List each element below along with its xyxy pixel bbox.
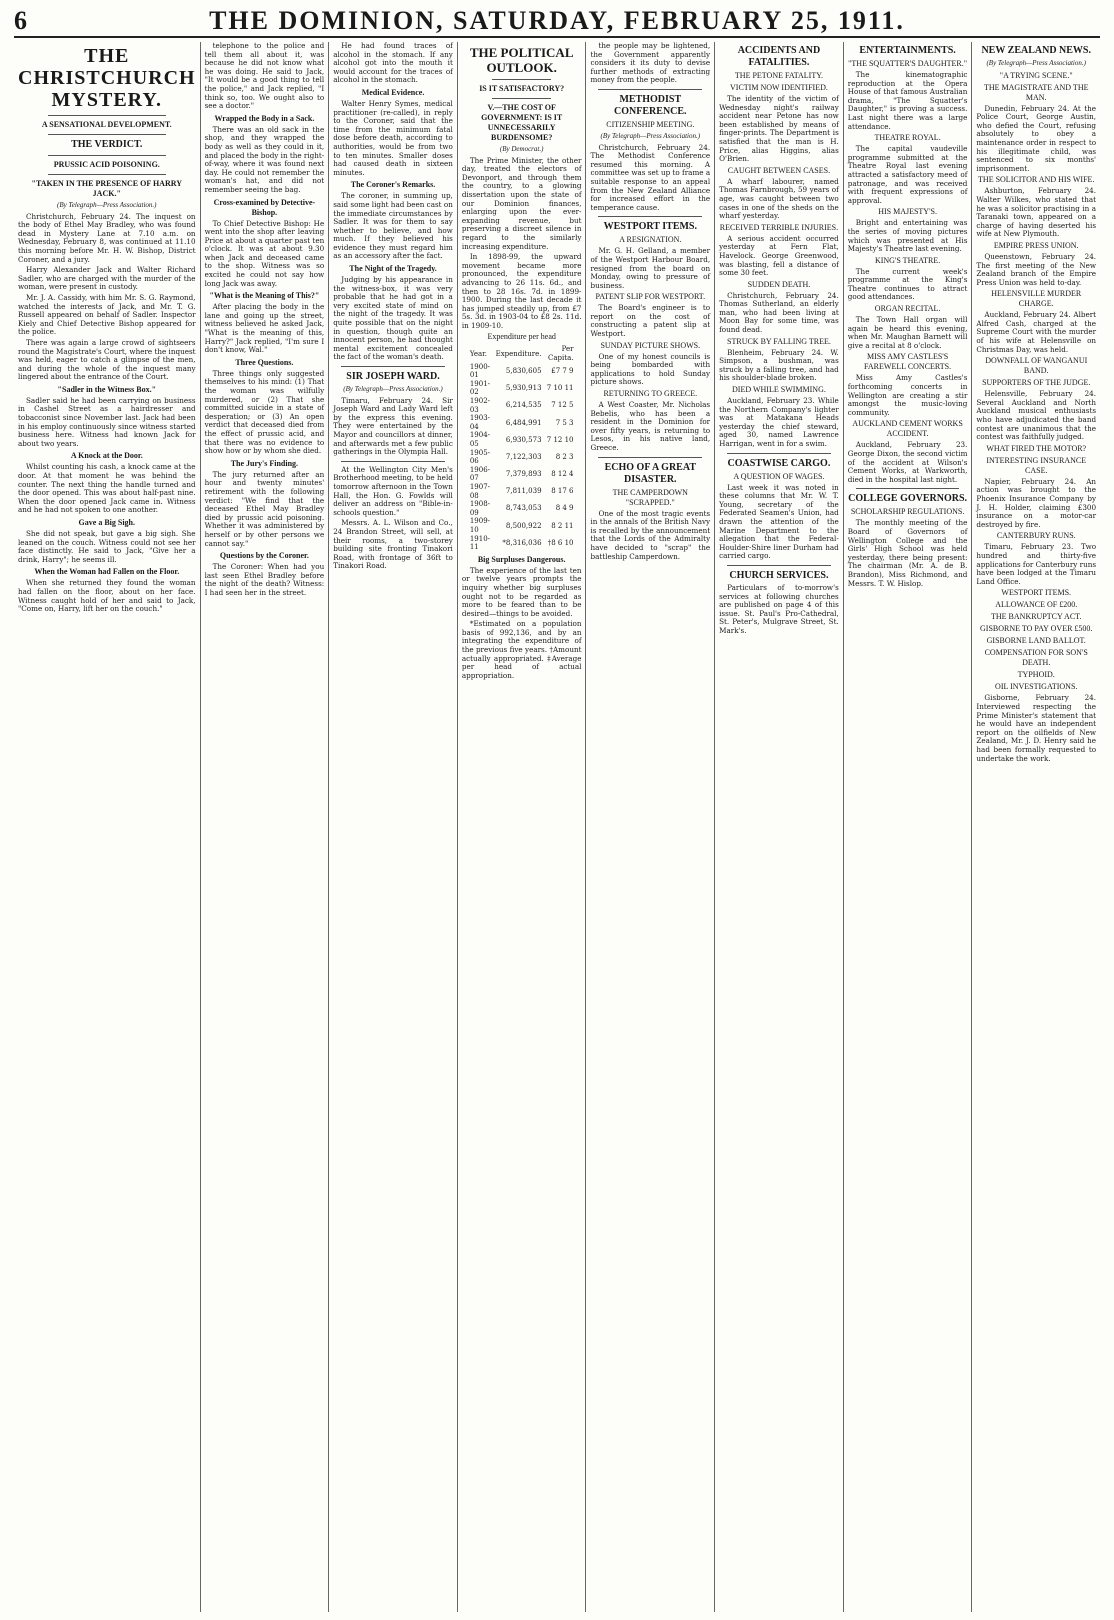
- paragraph: The experience of the last ten or twelve years prompts the inquiry whether big surpluses ought not to be regarded as more to be feared than to be desired—things to be avoided.: [461, 565, 582, 618]
- paragraph: The capital vaudeville programme submitted at the Theatre Royal last evening attracted a satisfactory meed of patronage, and was received with frequent expressions of approval.: [847, 144, 968, 205]
- subheading: Questions by the Coroner.: [219, 551, 309, 561]
- table-cell: 7 12 5: [551, 401, 574, 410]
- table-cell: 6,214,535: [505, 401, 542, 410]
- subheading: Cross-examined by Detective-Bishop.: [213, 197, 316, 217]
- paragraph: After placing the body in the lane and going up the street, witness believed he asked Jack, "What is the meaning of this, Harry?" Jack replied, "I'm sure I don't know, Wal.": [204, 302, 325, 355]
- subheading: ALLOWANCE OF £200.: [995, 600, 1078, 610]
- paragraph: One of my honest councils is being bombarded with applications to hold Sunday picture shows.: [590, 351, 711, 387]
- table-cell: 1907-08: [469, 482, 491, 500]
- column-6: [715, 42, 844, 1612]
- paragraph: Judging by his appearance in the witness-box, it was very probable that he had got in a very excited state of mind on the night of the tragedy. It was quite possible that on the night in question, though quite an innocent person, he had thought mental excitement concealed the fact of the woman's death.: [333, 275, 453, 362]
- paragraph: At the Wellington City Men's Brotherhood meeting, to be held tomorrow afternoon in the Town Hall, the Hon. G. Fowlds will deliver an address on "Bible-in-schools question.": [333, 464, 453, 517]
- page-number: 6: [14, 6, 27, 35]
- table-header: Expenditure.: [495, 349, 542, 358]
- subheading: THE BANKRUPTCY ACT.: [991, 612, 1082, 622]
- paragraph: Christchurch, February 24. The inquest on the body of Ethel May Bradley, who was found dead in Mystery Lane at 7.10 a.m. on Wednesday, February 8, was continued at 11.10 this morning before Mr. H. W. Bishop, District Coroner, and a jury.: [18, 211, 196, 264]
- paragraph: The coroner, in summing up, said some light had been cast on the immediate circumstances by Sadler. It was for them to say whether to believe, and how much. If they believed his evidence they must regard him as an accessory after the fact.: [333, 191, 453, 261]
- subheading: A QUESTION OF WAGES.: [733, 471, 825, 481]
- subheading: "What is the Meaning of This?": [209, 291, 320, 301]
- paragraph: Gisborne, February 24. Interviewed respecting the Prime Minister's statement that he would have an independent report on the oilfields of New Zealand, Mr. J. D. Henry said he had been formally requested to undertake the work.: [976, 693, 1097, 763]
- paragraph: Last week it was noted in these columns that Mr. W. T. Young, secretary of the Federated Seamen's Union, had drawn the attention of the Marine Department to the allegation that the Federal-Houlder-Shire liner Durham had carried cargo.: [719, 482, 839, 561]
- deck: THE VERDICT.: [71, 139, 143, 150]
- table-cell: 1910-11: [469, 534, 491, 552]
- subheading: WESTPORT ITEMS.: [1001, 588, 1072, 598]
- divider: [856, 488, 960, 489]
- subheading: "A TRYING SCENE.": [999, 70, 1073, 80]
- paragraph: Three things only suggested themselves to his mind: (1) That the woman was wilfully murdered, or (2) That she committed suicide in a state of desperation; or (3) An open verdict that deceased died from the effect of prussic acid, and that there was no evidence to show how or by whom she died.: [204, 368, 325, 456]
- table-cell: 1900-01: [469, 362, 491, 380]
- newspaper-title: THE DOMINION, SATURDAY, FEBRUARY 25, 1911.: [209, 6, 905, 35]
- paragraph: Auckland, February 23. While the Northern Company's lighter was at Matakana Heads yesterday the chief steward, aged 30, named Lawrence Harrigan, went in for a swim.: [719, 396, 839, 448]
- paragraph: The Board's engineer is to report on the cost of constructing a patent slip at Westport.: [590, 303, 711, 339]
- paragraph: Napier, February 24. An action was brought to the Phoenix Insurance Company by J. H. Holder, claiming £300 insurance on a motor-car destroyed by fire.: [976, 476, 1097, 529]
- table-cell: 7,811,039: [505, 487, 542, 496]
- table-cell: 8,743,053: [505, 504, 542, 513]
- paragraph: the people may be lightened, the Government apparently considers it its duty to devise further methods of extracting money from the people.: [590, 41, 711, 85]
- masthead: [14, 2, 1100, 38]
- paragraph: There was again a large crowd of sightseers round the Magistrate's Court, where the inquest was held, eager to catch a glimpse of the men, and during the whole of the inquest many lingered about the entrance of the Court.: [18, 337, 196, 382]
- column-1: [14, 42, 201, 1612]
- table-cell: 1908-09: [469, 500, 491, 517]
- paragraph: She did not speak, but gave a big sigh. She leaned on the couch. Witness could not see her face distinctly. He said to Jack, "Give her a drink, Harry"; he seems ill.: [18, 529, 196, 564]
- paragraph: Auckland, February 24. Albert Alfred Cash, charged at the Supreme Court with the murder of his wife at Helensville on Christmas Day, was held.: [976, 310, 1097, 354]
- table-cell: 1906-07: [469, 465, 491, 483]
- paragraph: When she returned they found the woman had fallen on the floor, about on her face. Witness caught hold of her and said to Jack, "Come on, Harry, lift her on the couch.": [18, 578, 196, 614]
- subheading: SUDDEN DEATH.: [747, 279, 811, 289]
- credit-line: (By Telegraph—Press Association.): [986, 59, 1086, 67]
- paragraph: Harry Alexander Jack and Walter Richard Sadler, who are charged with the murder of the woman, were present in custody.: [18, 265, 196, 292]
- headline-church-services: CHURCH SERVICES.: [729, 569, 829, 581]
- subheading: Medical Evidence.: [361, 87, 425, 97]
- subheading: HIS MAJESTY'S.: [878, 207, 937, 217]
- subheading: "Sadler in the Witness Box.": [57, 384, 157, 394]
- table-cell: 8 2 11: [551, 521, 574, 530]
- paragraph: Mr. J. A. Cassidy, with him Mr. S. G. Raymond, watched the interests of Jack, and Mr. T. G. Russell appeared on behalf of Sadler. Inspector Kiely and Chief Detective Bishop appeared for the police.: [18, 292, 196, 337]
- credit-line: (By Telegraph—Press Association.): [343, 385, 443, 393]
- divider: [341, 366, 445, 367]
- subheading: RETURNING TO GREECE.: [603, 389, 698, 399]
- subheading: TYPHOID.: [1017, 670, 1055, 680]
- subheading: "THE SQUATTER'S DAUGHTER.": [848, 59, 968, 68]
- table-cell: 1904-05: [469, 431, 491, 448]
- headline-sir-joseph-ward: SIR JOSEPH WARD.: [346, 371, 440, 382]
- column-5: [586, 42, 715, 1612]
- paragraph: Miss Amy Castles's forthcoming concerts in Wellington are creating a stir amongst the music-loving community.: [847, 373, 968, 417]
- credit-line: (By Telegraph—Press Association.): [600, 131, 701, 140]
- headline-christchurch-mystery: THE CHRISTCHURCH MYSTERY.: [18, 45, 196, 111]
- table-cell: 8 17 6: [551, 487, 574, 496]
- paragraph: The Town Hall organ will again be heard this evening, when Mr. Maughan Barnett will give a recital at 8 o'clock.: [847, 315, 968, 350]
- subheading: Gave a Big Sigh.: [78, 518, 135, 527]
- subheading: DIED WHILE SWIMMING.: [732, 385, 826, 395]
- table-header: Per Capita.: [548, 345, 574, 363]
- subheading: COMPENSATION FOR SON'S DEATH.: [984, 648, 1088, 668]
- paragraph: Walter Henry Symes, medical practitioner (re-called), in reply to the Coroner, said that the time from the minimum fatal dose before death, according to authorities, would be from two to ten minutes. Smaller doses had caused death in sixteen minutes.: [333, 98, 453, 177]
- divider: [598, 457, 702, 458]
- headline-great-disaster: ECHO OF A GREAT DISASTER.: [604, 461, 696, 485]
- divider: [48, 134, 166, 135]
- table-cell: 8,500,922: [505, 521, 542, 530]
- paragraph: A wharf labourer, named Thomas Farnbrough, 59 years of age, was caught between two cases in one of the sheds on the wharf yesterday.: [719, 176, 839, 221]
- table-cell: 7 10 11: [546, 384, 574, 393]
- subheading: A Knock at the Door.: [70, 451, 143, 461]
- subheading: INTERESTING INSURANCE CASE.: [986, 455, 1087, 475]
- column-2: [201, 42, 330, 1612]
- subheading: THE CAMPERDOWN "SCRAPPED.": [612, 487, 688, 507]
- columns: [14, 42, 1100, 1612]
- divider: [598, 216, 702, 217]
- deck: A SENSATIONAL DEVELOPMENT.: [41, 120, 172, 129]
- subheading: DOWNFALL OF WANGANUI BAND.: [985, 356, 1088, 376]
- paragraph: The Prime Minister, the other day, treated the electors of Devonport, and through them the country, to a glowing dissertation upon the state of our Dominion finances, enlarging upon the ever-expanding revenue, but preserving a discreet silence in regard to the similarly increasing expenditure.: [461, 155, 582, 251]
- paragraph: Auckland, February 23. George Dixon, the second victim of the accident at Wilson's Cement Works, at Warkworth, died in the hospital last night.: [847, 440, 968, 484]
- paragraph: There was an old sack in the shop, and they wrapped the body as well as they could in it, and placed the body in the right-of-way, where it was found next day. He could not remember the woman's hat, and did not remember seeing the bag.: [204, 124, 325, 194]
- divider: [48, 174, 166, 175]
- table-cell: 1903-04: [469, 414, 491, 431]
- table-cell: 7,379,893: [505, 470, 542, 479]
- subheading: CAUGHT BETWEEN CASES.: [727, 165, 831, 175]
- divider: [48, 115, 166, 116]
- paragraph: Helensville, February 24. Several Auckland and North Auckland musical enthusiasts who have adjudicated the band contest are unanimous that the contest was faithfully judged.: [976, 389, 1097, 442]
- table-row: [468, 380, 576, 397]
- paragraph: telephone to the police and tell them all about it, was because he did not know what he was doing. He said to Jack, "It would be a good thing to tell the police," and Jack replied, "I think so, too. We ought also to see a doctor.": [204, 41, 325, 111]
- divider: [492, 79, 552, 80]
- paragraph: Queenstown, February 24. The first meeting of the New Zealand branch of the Empire Press Union was held to-day.: [976, 251, 1097, 287]
- paragraph: In 1898-99, the upward movement became more pronounced, the expenditure advancing to 26 11s. 6d., and then to 28 16s. 7d. in 1899-1900. During the last decade it has jumped steadily up, from £7 5s. 3d. in 1903-04 to £8 2s. 11d. in 1909-10.: [461, 252, 582, 330]
- subheading: GISBORNE TO PAY OVER £500.: [980, 624, 1093, 634]
- paragraph: To Chief Detective Bishop: He went into the shop after leaving Price at about a quarter past ten o'clock. It was at about 9.30 when Jack and deceased came to the shop. Witness was so excited he could not say how long Jack was away.: [204, 218, 325, 288]
- subheading: STRUCK BY FALLING TREE.: [727, 336, 831, 346]
- subheading: SUNDAY PICTURE SHOWS.: [600, 340, 701, 350]
- credit-line: (By Democrat.): [499, 145, 544, 153]
- paragraph: The identity of the victim of Wednesday night's railway accident near Petone has now been established by means of finger-prints. The Department is satisfied that the man is H. Price, alias Higgins, alias O'Brien.: [719, 94, 839, 164]
- subheading: The Coroner's Remarks.: [350, 180, 436, 190]
- subheading: SUPPORTERS OF THE JUDGE.: [982, 378, 1091, 388]
- paragraph: Mr. G. H. Gelland, a member of the Westport Harbour Board, resigned from the board on Monday, owing to pressure of business.: [590, 246, 711, 290]
- subheading: THE MAGISTRATE AND THE MAN.: [983, 82, 1089, 102]
- table-row: [468, 500, 576, 517]
- paragraph: Christchurch, February 24. The Methodist Conference resumed this morning. A committee was set up to frame a suitable response to an appeal from the New Zealand Alliance for increased effort in the temperance cause.: [590, 142, 711, 212]
- table-title: Expenditure per head: [487, 332, 556, 342]
- subheading: Big Surpluses Dangerous.: [477, 554, 566, 564]
- paragraph: One of the most tragic events in the annals of the British Navy is recalled by the announcement that the Lords of the Admiralty have decided to "scrap" the battleship Camperdown.: [590, 508, 711, 561]
- table-cell: 8 4 9: [555, 504, 574, 513]
- table-cell: 8 12 4: [551, 470, 574, 479]
- divider: [598, 89, 702, 90]
- subheading: ORGAN RECITAL.: [874, 304, 941, 314]
- subheading: CANTERBURY RUNS.: [996, 531, 1076, 541]
- paragraph: He had found traces of alcohol in the stomach. If any alcohol got into the mouth it would account for the traces of alcohol in the stomach.: [333, 41, 453, 85]
- paragraph: The kinematographic reproduction at the Opera House of that famous Australian drama, "The Squatter's Daughter," is proving a success. Last night there was a large attendance.: [847, 70, 968, 131]
- headline-coastwise-cargo: COASTWISE CARGO.: [727, 457, 831, 469]
- subheading: GISBORNE LAND BALLOT.: [986, 636, 1086, 646]
- subheading: A RESIGNATION.: [619, 235, 682, 245]
- subheading: SCHOLARSHIP REGULATIONS.: [850, 507, 965, 517]
- table-cell: 1905-06: [469, 448, 491, 466]
- paragraph: Timaru, February 24. Sir Joseph Ward and Lady Ward left by the express this evening. They were entertained by the Mayor and councillors at dinner, and afterwards met a few public gatherings in the Olympia Hall.: [333, 395, 453, 457]
- subheading: The Night of the Tragedy.: [349, 264, 437, 274]
- paragraph: Particulars of to-morrow's services at following churches are published on page 4 of this issue. St. Paul's Pro-Cathedral, St. Peter's, Mulgrave Street, St. Mark's.: [719, 582, 839, 635]
- table-cell: 5,830,605: [505, 366, 542, 375]
- divider: [727, 565, 831, 566]
- credit-line: (By Telegraph—Press Association.): [57, 201, 157, 209]
- expenditure-table: [468, 345, 576, 551]
- headline-westport-items: WESTPORT ITEMS.: [603, 221, 697, 233]
- paragraph: Whilst counting his cash, a knock came at the door. At that moment he was behind the counter. The next thing the handle turned and the door opened. This was about half-past nine. When the door opened Jack came in. Witness and he had not spoken to one another.: [18, 462, 196, 515]
- table-cell: †8 6 10: [547, 538, 574, 547]
- table-row: [468, 449, 576, 466]
- paragraph: A West Coaster, Mr. Nicholas Bebelis, who has been a resident in the Dominion for over fifty years, is returning to Lesos, in his native land, Greece.: [590, 400, 711, 452]
- table-cell: 7,122,303: [505, 452, 542, 461]
- paragraph: Timaru, February 23. Two hundred and thirty-five applications for Canterbury runs have been lodged at the Timaru Land Office.: [976, 542, 1097, 586]
- divider: [492, 98, 552, 99]
- headline-entertainments: ENTERTAINMENTS.: [859, 45, 956, 56]
- subheading: Three Questions.: [235, 357, 294, 367]
- table-cell: 1901-02: [469, 379, 491, 397]
- subheading: OIL INVESTIGATIONS.: [995, 682, 1078, 692]
- table-cell: 1909-10: [469, 517, 491, 534]
- table-row: [468, 431, 576, 448]
- table-row: [468, 363, 576, 380]
- table-row: [468, 535, 576, 552]
- headline-accidents: ACCIDENTS AND FATALITIES.: [737, 45, 821, 68]
- divider: [341, 461, 445, 462]
- column-7: [844, 42, 973, 1612]
- subheading: EMPIRE PRESS UNION.: [993, 240, 1079, 250]
- paragraph: The monthly meeting of the Board of Governors of Wellington College and the Girls' High School was held yesterday, there being present: The chairman (Mr. A. de B. Brandon), Miss Richmond, and Messrs. T. W. Hislop.: [847, 518, 968, 588]
- subheading: WHAT FIRED THE MOTOR?: [986, 443, 1087, 453]
- subheading: AUCKLAND CEMENT WORKS ACCIDENT.: [852, 419, 963, 439]
- column-8: [972, 42, 1100, 1612]
- paragraph: Bright and entertaining was the series of moving pictures which was presented at His Majesty's Theatre last evening.: [847, 218, 968, 254]
- table-cell: £7 7 9: [551, 366, 574, 375]
- table-cell: 6,484,991: [505, 418, 542, 427]
- paragraph: Ashburton, February 24. Walter Wilkes, who stated that he was a solicitor practising in a Taranaki town, appeared on a charge of having deserted his wife at New Plymouth.: [976, 186, 1097, 239]
- table-cell: 7 5 3: [555, 418, 574, 427]
- table-row: [468, 414, 576, 431]
- subheading: When the Woman had Fallen on the Floor.: [34, 567, 180, 577]
- table-cell: 8 2 3: [555, 452, 574, 461]
- paragraph: The current week's programme at the King's Theatre continues to attract good attendances.: [847, 266, 968, 302]
- subheading: VICTIM NOW IDENTIFIED.: [730, 83, 828, 92]
- subheading: PATENT SLIP FOR WESTPORT.: [595, 292, 706, 302]
- table-body: [468, 363, 576, 552]
- paragraph: The jury returned after an hour and twenty minutes' retirement with the following verdict: "We find that the deceased Ethel May Bradley died by prussic acid poisoning. Whether it was administered by herself or by other persons we cannot say.": [204, 469, 325, 548]
- footnote: *Estimated on a population basis of 992,136, and by an integrating the expenditure of the previous five years. †Amount actually appropriated. ‡Average per head of actual appropriation.: [461, 619, 582, 680]
- paragraph: Messrs. A. L. Wilson and Co., 24 Brandon Street, will sell, at their rooms, a two-storey building site fronting Tinakori Road, with frontage of 36ft to Tinakori Road.: [333, 518, 453, 571]
- subheading: MISS AMY CASTLES'S FAREWELL CONCERTS.: [864, 352, 952, 372]
- subheading: Wrapped the Body in a Sack.: [214, 113, 315, 123]
- subheading: RECEIVED TERRIBLE INJURIES.: [719, 222, 839, 232]
- table-row: [468, 517, 576, 534]
- column-4: [458, 42, 587, 1612]
- subheading: HELENSVILLE MURDER CHARGE.: [991, 289, 1082, 309]
- table-cell: 5,930,913: [505, 384, 542, 393]
- deck: PRUSSIC ACID POISONING.: [53, 160, 160, 169]
- column-3: [329, 42, 458, 1612]
- divider: [48, 155, 166, 156]
- headline-new-zealand-news: NEW ZEALAND NEWS.: [981, 45, 1091, 56]
- table-row: [468, 483, 576, 500]
- deck: IS IT SATISFACTORY?: [479, 84, 565, 93]
- headline-college-governors: COLLEGE GOVERNORS.: [848, 493, 968, 505]
- divider: [727, 453, 831, 454]
- subheading: The Jury's Finding.: [230, 458, 299, 468]
- table-row: [468, 397, 576, 414]
- subheading: THEATRE ROYAL.: [874, 133, 941, 143]
- paragraph: Dunedin, February 24. At the Police Court, George Austin, who defied the Court, refusing absolutely to obey a maintenance order in respect to his illegitimate child, was sentenced to six months' imprisonment.: [976, 103, 1097, 173]
- table-row: [468, 466, 576, 483]
- table-cell: *8,316,036: [502, 538, 542, 547]
- deck: V.—THE COST OF GOVERNMENT: IS IT UNNECESSARILY BURDENSOME?: [481, 103, 563, 142]
- headline-methodist-conference: METHODIST CONFERENCE.: [614, 93, 687, 117]
- paragraph: Christchurch, February 24. Thomas Sutherland, an elderly man, who had been living at Moon Bay for some time, was found dead.: [719, 290, 839, 335]
- table-cell: 1902-03: [469, 397, 491, 414]
- subheading: KING'S THEATRE.: [874, 255, 941, 265]
- paragraph: Sadler said he had been carrying on business in Cashel Street as a hairdresser and tobacconist since November last. Jack had been in his employ continuously since witness started business here. Witness had known Jack for about two years.: [18, 395, 196, 448]
- subheading: THE SOLICITOR AND HIS WIFE.: [978, 175, 1095, 185]
- paragraph: A serious accident occurred yesterday at Fern Flat, Havelock. George Greenwood, was blasting, fell a distance of some 30 feet.: [719, 233, 839, 278]
- paragraph: Blenheim, February 24. W. Simpson, a bushman, was struck by a falling tree, and had his shoulder-blade broken.: [719, 347, 839, 383]
- deck-quote: "TAKEN IN THE PRESENCE OF HARRY JACK.": [31, 179, 183, 198]
- subheading: THE PETONE FATALITY.: [734, 71, 823, 80]
- table-cell: 6,930,573: [505, 435, 542, 444]
- paragraph: The Coroner: When had you last seen Ethel Bradley before the night of the death? Witness: I had seen her in the street.: [204, 562, 325, 597]
- table-cell: 7 12 10: [546, 435, 574, 444]
- headline-political-outlook: THE POLITICAL OUTLOOK.: [469, 45, 574, 75]
- subheading: CITIZENSHIP MEETING.: [606, 119, 695, 129]
- table-header: Year.: [469, 349, 487, 358]
